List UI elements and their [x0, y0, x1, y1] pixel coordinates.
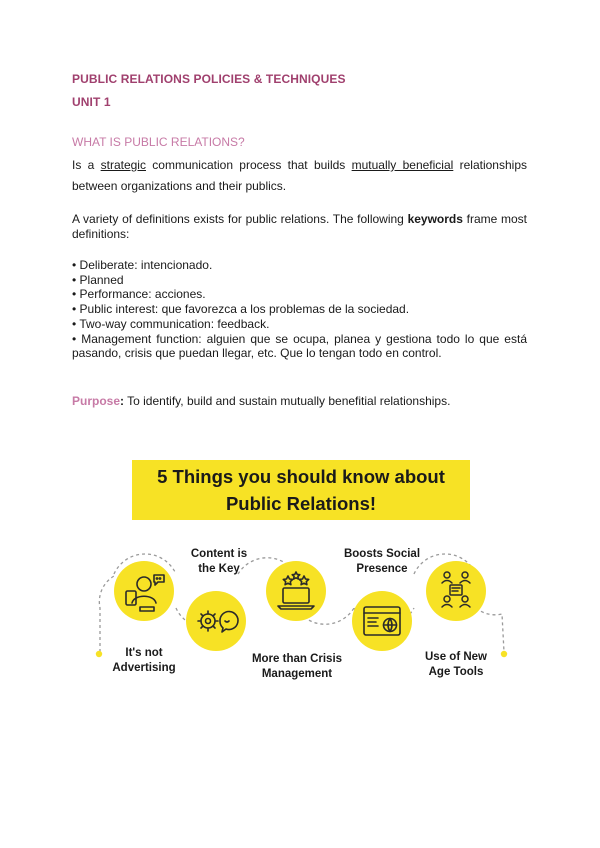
- list-item: • Two-way communication: feedback.: [72, 316, 270, 331]
- definition-text-1: Is a: [72, 158, 101, 172]
- item-3-label: [242, 652, 352, 682]
- infographic-title-line2: Public Relations!: [225, 493, 377, 514]
- purpose-statement: [72, 394, 450, 408]
- item-1-label-line1: It's not: [125, 647, 163, 659]
- item-5-label-line1: Use of New: [425, 651, 487, 663]
- section-question: WHAT IS PUBLIC RELATIONS?: [72, 135, 245, 149]
- item-4-label: [330, 547, 434, 577]
- gears-chat-icon: [186, 591, 246, 651]
- item-1-label-line2: Advertising: [112, 662, 176, 674]
- item-2-label: [172, 547, 266, 577]
- document-title: PUBLIC RELATIONS POLICIES & TECHNIQUES: [72, 72, 346, 86]
- arc-left-tail: [99, 576, 114, 652]
- definition-paragraph: [72, 155, 527, 197]
- strategic-term: strategic: [100, 158, 146, 172]
- purpose-text: To identify, build and sustain mutually benefitial relationships.: [124, 394, 451, 408]
- infographic-title-line1: 5 Things you should know about: [157, 466, 445, 487]
- list-item: • Deliberate: intencionado.: [72, 258, 213, 272]
- purpose-colon: :: [120, 394, 125, 408]
- list-item: • Performance: acciones.: [72, 287, 206, 302]
- mutually-beneficial-term: mutually beneficial: [351, 158, 454, 172]
- purpose-label: Purpose: [72, 394, 121, 408]
- list-item: • Public interest: que favorezca a los problemas de la sociedad.: [72, 302, 410, 317]
- definition-text-2: communication process that builds: [145, 158, 352, 172]
- keyword-list: [72, 258, 527, 361]
- item-5-label: [410, 650, 502, 680]
- network-people-icon: [426, 561, 486, 621]
- browser-globe-icon: [352, 591, 412, 651]
- item-4-label-line1: Boosts Social: [343, 548, 421, 560]
- item-3-label-line2: Management: [261, 668, 333, 680]
- keywords-text-2: frame most definitions:: [72, 212, 527, 241]
- laptop-stars-icon: [266, 561, 326, 621]
- unit-heading: UNIT 1: [72, 95, 111, 109]
- item-3-label-line1: More than Crisis: [251, 653, 343, 665]
- infographic: [92, 458, 522, 688]
- list-item: • Management function: alguien que se ocupa, planea y gestiona todo lo que está pasando, crisis que puedan llegar, etc. Que lo tengan todo en control.: [72, 331, 527, 361]
- item-4-label-line2: Presence: [356, 563, 408, 575]
- keywords-term: keywords: [407, 212, 463, 226]
- definition-text-3: relationships between organizations and their publics.: [72, 158, 527, 193]
- keywords-paragraph: [72, 212, 527, 242]
- item-5-label-line2: Age Tools: [428, 666, 484, 678]
- item-2-label-line2: the Key: [198, 563, 240, 575]
- list-item: • Planned: [72, 272, 124, 287]
- keywords-text-1: A variety of definitions exists for public relations. The following: [72, 212, 408, 226]
- person-laptop-icon: [114, 561, 174, 621]
- item-1-label: [92, 646, 196, 676]
- item-2-label-line1: Content is: [190, 548, 248, 560]
